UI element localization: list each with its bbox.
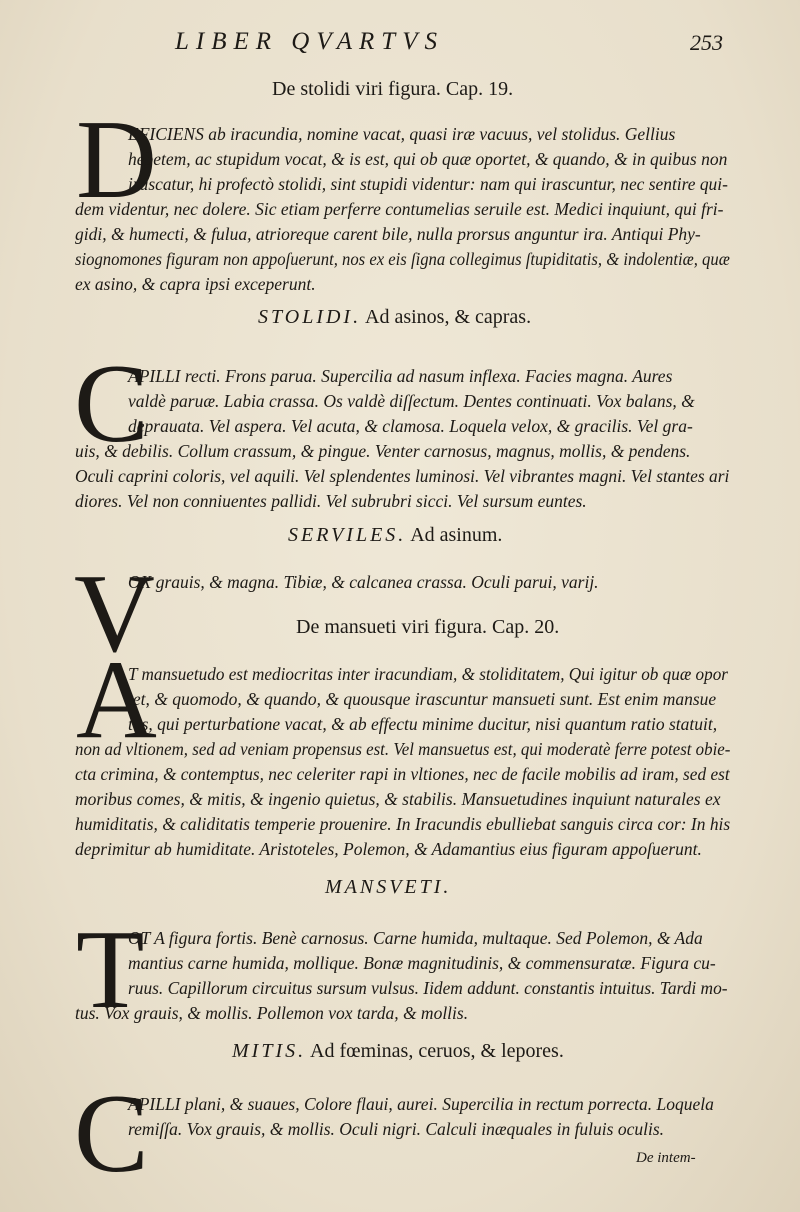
text-line: cta crimina, & contemptus, nec celeriter rapi in vltiones, nec de facile mobilis ad iram, sed est (75, 764, 730, 784)
text-line: dem videntur, nec dolere. Sic etiam perferre contumelias seruile est. Medici inquiunt, qui fri- (75, 199, 724, 219)
text-line: remiſſa. Vox grauis, & mollis. Oculi nigri. Calculi inæquales in fuluis oculis. (128, 1119, 665, 1139)
text-line: deprauata. Vel aspera. Vel acuta, & clamosa. Loquela velox, & gracilis. Vel gra- (128, 416, 693, 436)
heading-roman: Ad asinum. (410, 524, 503, 546)
text-line: Oculi caprini coloris, vel aquili. Vel splendentes luminosi. Vel vibrantes magni. Vel stantes ari (75, 466, 730, 486)
section-heading (288, 524, 502, 547)
text-line: gidi, & humecti, & fulua, atrioreque carent bile, nulla prorsus anguntur ira. Antiqui Phy- (75, 224, 701, 244)
heading-italic: MANSVETI. (325, 876, 452, 898)
page-number: 253 (690, 30, 723, 55)
text-line: EFICIENS ab iracundia, nomine vacat, quasi iræ vacuus, vel stolidus. Gellius (128, 124, 676, 144)
catchword: De intem- (636, 1150, 696, 1166)
text-line: tus. Vox grauis, & mollis. Pollemon vox tarda, & mollis. (75, 1003, 469, 1023)
chapter-title: De stolidi viri figura. Cap. 19. (272, 78, 514, 100)
drop-cap: A (76, 638, 157, 762)
text-line: tet, & quomodo, & quando, & quousque irascuntur mansueti sunt. Est enim mansue (128, 689, 717, 709)
text-line: OT A figura fortis. Benè carnosus. Carne humida, multaque. Sed Polemon, & Ada (128, 928, 703, 948)
text-line: siognomones figuram non appoſuerunt, nos ex eis ſigna collegimus ſtupiditatis, & indolentiæ, quæ (75, 249, 730, 269)
running-head: LIBER QVARTVS (175, 28, 444, 55)
text-line: moribus comes, & mitis, & ingenio quietus, & stabilis. Mansuetudines inquiunt naturales ex (75, 789, 721, 809)
text-line: OX grauis, & magna. Tibiæ, & calcanea crassa. Oculi parui, varij. (128, 572, 599, 592)
text-line: non ad vltionem, sed ad veniam propensus est. Vel mansuetus est, qui moderatè ferre potest obie- (75, 739, 731, 759)
heading-italic: MITIS. (232, 1040, 307, 1062)
heading-italic: SERVILES. (288, 524, 407, 546)
drop-cap: C (74, 1072, 149, 1196)
drop-cap: V (74, 552, 155, 676)
text-line: deprimitur ab humiditate. Aristoteles, Polemon, & Adamantius eius figuram appoſuerunt. (75, 839, 702, 859)
text-line: ruus. Capillorum circuitus sursum vulsus. Iidem addunt. constantis intuitus. Tardi mo- (128, 978, 728, 998)
text-line: T mansuetudo est mediocritas inter iracundiam, & stoliditatem, Qui igitur ob quæ opor (128, 664, 728, 684)
heading-italic: STOLIDI. (258, 306, 362, 328)
text-line: hebetem, ac stupidum vocat, & is est, qui ob quæ oportet, & quando, & in quibus non (128, 149, 728, 169)
drop-cap: T (76, 908, 145, 1032)
text-line: tus, qui perturbatione vacat, & ab effectu minime ducitur, nisi quantum ratio statuit, (128, 714, 718, 734)
text-line: uis, & debilis. Collum crassum, & pingue. Venter carnosus, magnus, mollis, & pendens. (75, 441, 691, 461)
text-line: irascatur, hi profectò stolidi, sint stupidi videntur: nam qui irascuntur, nec sentire qui- (128, 174, 728, 194)
text-line: APILLI recti. Frons parua. Supercilia ad nasum inflexa. Facies magna. Aures (128, 366, 673, 386)
text-line: humiditatis, & caliditatis temperie prouenire. In Iracundis ebulliebat sanguis circa cor: In his (75, 814, 731, 834)
section-heading (232, 1040, 564, 1063)
drop-cap: D (76, 98, 157, 222)
text-line: diores. Vel non conniuentes pallidi. Vel subrubri sicci. Vel sursum euntes. (75, 491, 587, 511)
heading-roman: Ad asinos, & capras. (365, 306, 532, 328)
text-line: mantius carne humida, mollique. Bonæ magnitudinis, & commensuratæ. Figura cu- (128, 953, 716, 973)
chapter-title: De mansueti viri figura. Cap. 20. (296, 616, 560, 638)
text-line: valdè paruæ. Labia crassa. Os valdè diſſectum. Dentes continuati. Vox balans, & (128, 391, 695, 411)
drop-cap: C (74, 342, 149, 466)
section-heading (325, 876, 451, 899)
heading-roman: Ad fœminas, ceruos, & lepores. (310, 1040, 564, 1062)
section-heading (258, 306, 531, 329)
text-line: APILLI plani, & suaues, Colore flaui, aurei. Supercilia in rectum porrecta. Loquela (128, 1094, 714, 1114)
text-line: ex asino, & capra ipsi exceperunt. (75, 274, 316, 294)
